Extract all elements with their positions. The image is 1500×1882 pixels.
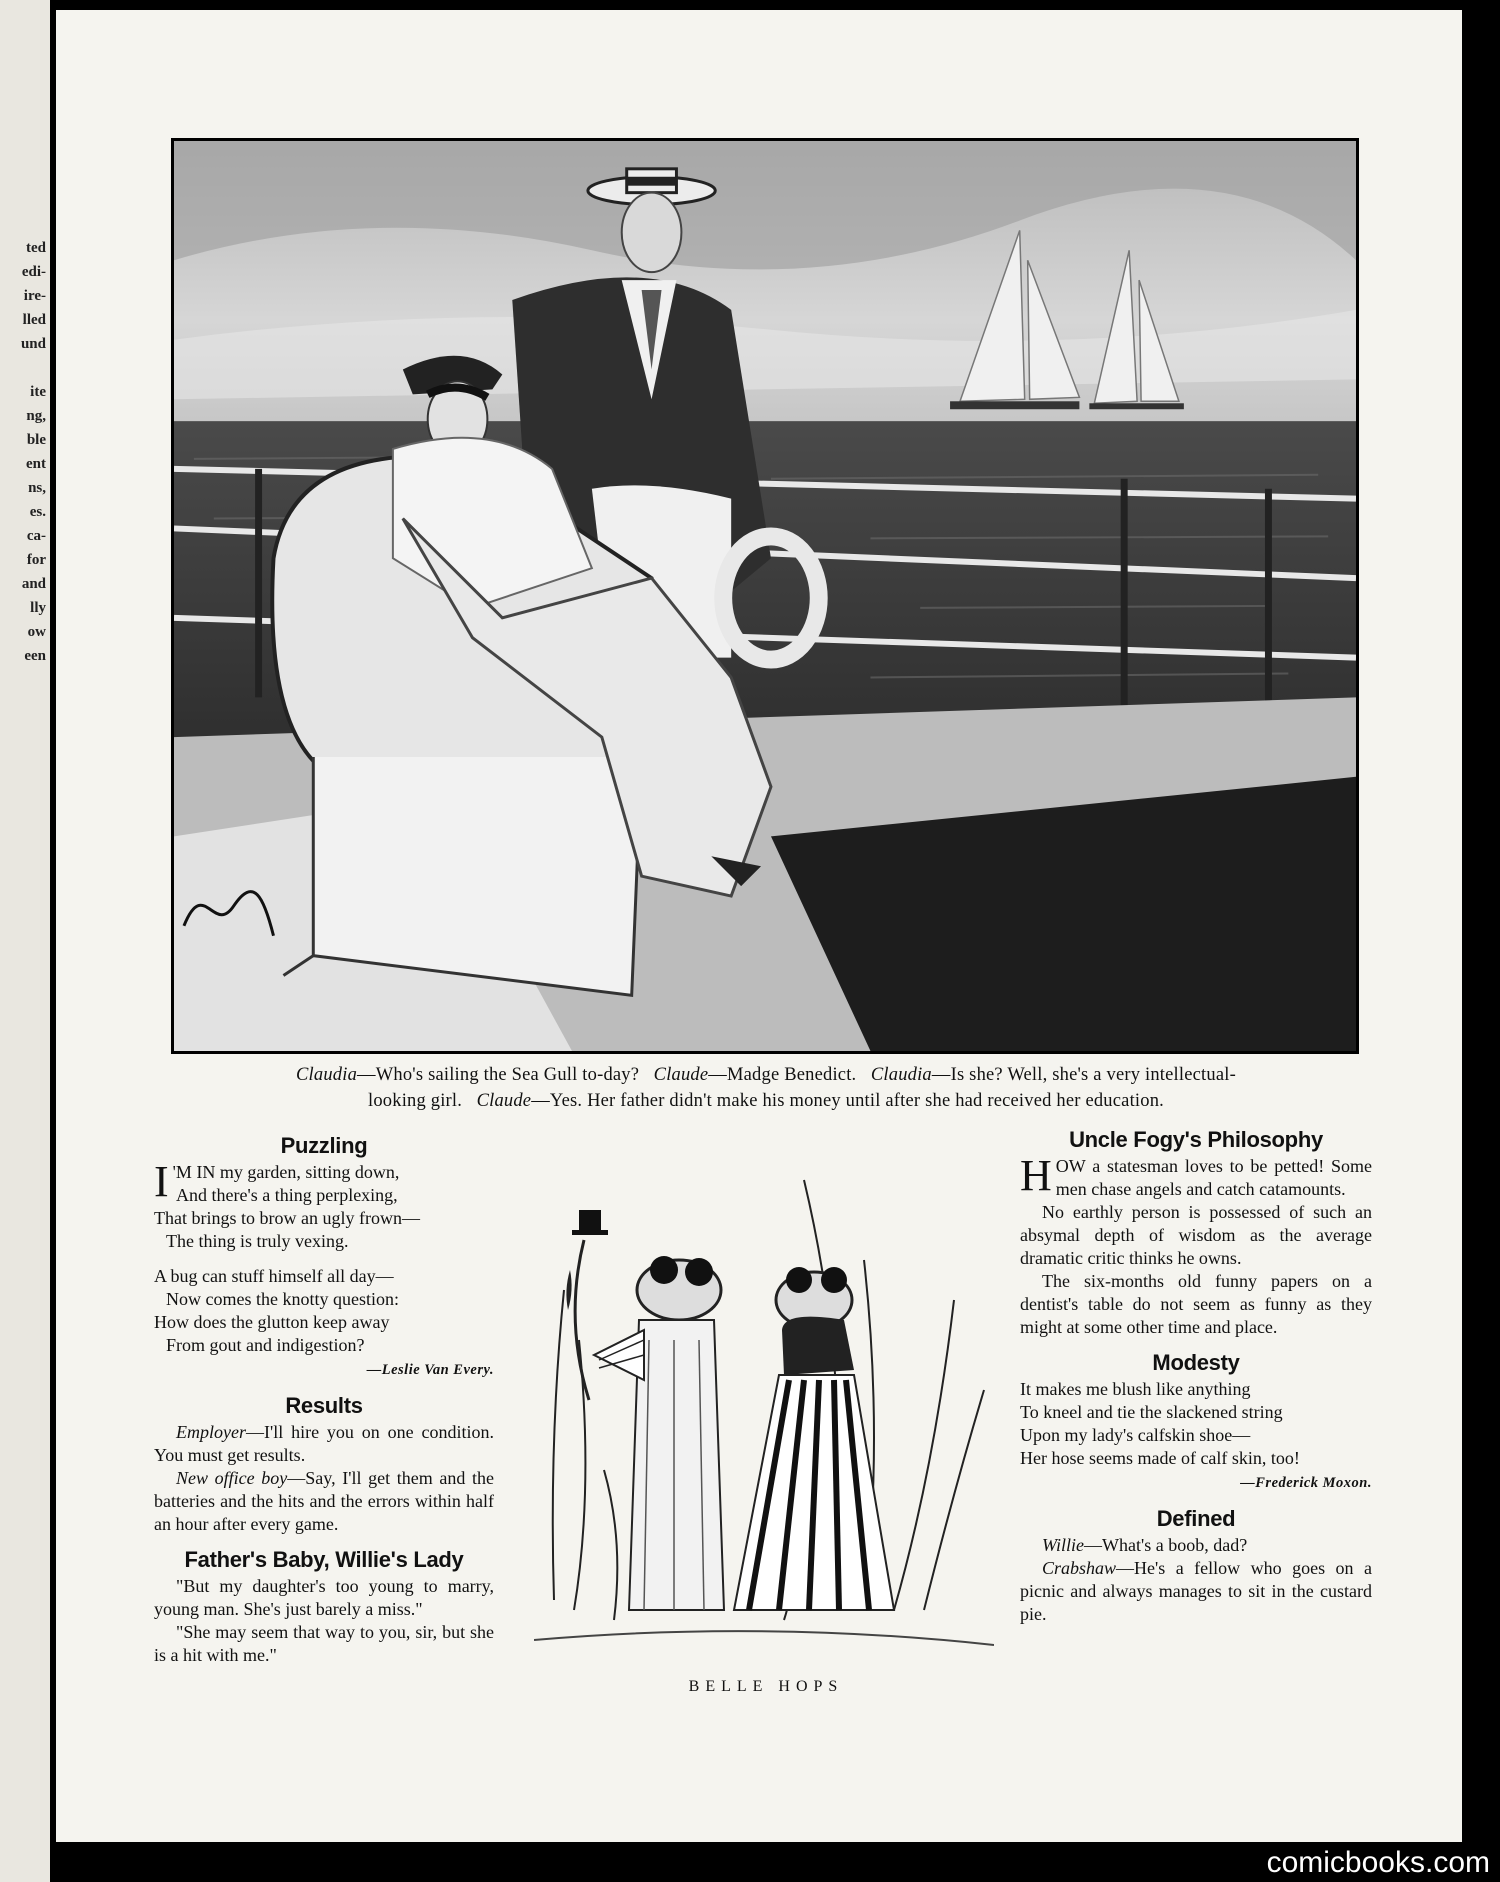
poem-line: Her hose seems made of calf skin, too!: [1020, 1448, 1300, 1468]
caption-text: —Who's sailing the Sea Gull to-day?: [357, 1065, 640, 1085]
facing-page-fragment: ca-: [26, 528, 46, 544]
caption-text: —Madge Benedict.: [708, 1065, 857, 1085]
modesty-author: —Frederick Moxon.: [1240, 1475, 1372, 1491]
facing-page-fragment: ble: [26, 432, 46, 448]
poem-line: Now comes the knotty question:: [166, 1289, 399, 1309]
caption-speaker: Claude: [476, 1091, 532, 1111]
caption-speaker: Claude: [653, 1065, 709, 1085]
speaker-label: Crabshaw: [1042, 1558, 1117, 1578]
illustration-caption: [196, 1062, 1336, 1114]
facing-page-text-fragments: [0, 236, 46, 668]
right-column: [1020, 1128, 1372, 1626]
caption-speaker: Claudia: [296, 1065, 358, 1085]
facing-page-fragment: ow: [27, 624, 46, 640]
fathers-baby-para-1: "But my daughter's too young to marry, young man. She's just barely a miss.": [154, 1576, 494, 1619]
poem-line: It makes me blush like anything: [1020, 1379, 1251, 1399]
uncle-fogy-para-1: OW a statesman loves to be petted! Some men chase angels and catch catamounts.: [1055, 1156, 1372, 1199]
caption-line-2: [196, 1088, 1336, 1114]
facing-page-fragment: ng,: [26, 408, 46, 424]
dialogue-text: —He's a fellow who goes on a picnic and always manages to sit in the custard pie.: [1020, 1558, 1372, 1624]
facing-page-fragment: und: [20, 336, 46, 352]
puzzling-title: Puzzling: [280, 1133, 368, 1158]
speaker-label: New office boy: [176, 1468, 288, 1488]
caption-speaker: Claudia: [870, 1065, 932, 1085]
facing-page-fragment: ite: [30, 384, 46, 400]
frogs-caption: BELLE HOPS: [688, 1678, 844, 1695]
puzzling-poem: [154, 1157, 494, 1382]
results-section: [154, 1394, 494, 1536]
facing-page-fragment: edi-: [21, 264, 46, 280]
uncle-fogy-para-3: The six-months old funny papers on a dentist's table do not seem as funny as they might at some other time and place.: [1020, 1271, 1372, 1337]
poem-line: To kneel and tie the slackened string: [1020, 1402, 1283, 1422]
deck-scene-image: [174, 141, 1356, 1051]
poem-line: A bug can stuff himself all day—: [154, 1266, 394, 1286]
facing-page-fragment: ns,: [28, 480, 46, 496]
caption-text: —Yes. Her father didn't make his money until after she had received her education.: [531, 1091, 1164, 1111]
facing-page-fragment: ted: [26, 240, 46, 256]
caption-text: —Is she? Well, she's a very intellectual-: [931, 1065, 1236, 1085]
facing-page-fragment: ent: [26, 456, 46, 472]
facing-page-edge: [0, 0, 50, 1882]
puzzling-author: —Leslie Van Every.: [366, 1362, 494, 1378]
poem-line: 'M IN my garden, sitting down,: [172, 1162, 400, 1182]
poem-line: And there's a thing perplexing,: [176, 1185, 398, 1205]
fathers-baby-section: [154, 1548, 494, 1667]
uncle-fogy-title: Uncle Fogy's Philosophy: [1069, 1127, 1323, 1152]
poem-line: Upon my lady's calfskin shoe—: [1020, 1425, 1251, 1445]
magazine-page: [56, 10, 1462, 1842]
poem-line: The thing is truly vexing.: [166, 1231, 349, 1251]
site-watermark: comicbooks.com: [1266, 1846, 1490, 1879]
drop-cap: I: [154, 1157, 169, 1206]
fathers-baby-para-2: "She may seem that way to you, sir, but she is a hit with me.": [154, 1622, 494, 1665]
uncle-fogy-para-2: No earthly person is possessed of such an absymal depth of wisdom as the average dramatic critic thinks he owns.: [1020, 1202, 1372, 1268]
modesty-title: Modesty: [1152, 1350, 1240, 1375]
poem-line: That brings to brow an ugly frown—: [154, 1208, 420, 1228]
deck-illustration: [171, 138, 1359, 1054]
left-column: [154, 1134, 494, 1667]
speaker-label: Willie: [1042, 1535, 1084, 1555]
results-title: Results: [285, 1393, 363, 1418]
facing-page-fragment: ire-: [23, 288, 46, 304]
facing-page-fragment: es.: [29, 504, 46, 520]
dialogue-text: —I'll hire you on one condition. You must get results.: [154, 1422, 494, 1465]
facing-page-fragment: [0, 356, 46, 380]
drop-cap: H: [1020, 1151, 1052, 1200]
poem-line: How does the glutton keep away: [154, 1312, 390, 1332]
modesty-section: [1020, 1351, 1372, 1495]
defined-section: [1020, 1507, 1372, 1626]
dialogue-text: —What's a boob, dad?: [1084, 1535, 1248, 1555]
facing-page-fragment: lly: [30, 600, 46, 616]
speaker-label: Employer: [176, 1422, 246, 1442]
facing-page-fragment: and: [21, 576, 46, 592]
defined-title: Defined: [1156, 1506, 1236, 1531]
dialogue-text: —Say, I'll get them and the batteries and the hits and the errors within half an hour after every game.: [154, 1468, 494, 1534]
belle-hops-drawing: [534, 1140, 994, 1670]
facing-page-fragment: lled: [22, 312, 46, 328]
facing-page-fragment: for: [26, 552, 46, 568]
fathers-baby-title: Father's Baby, Willie's Lady: [184, 1547, 464, 1572]
caption-text: looking girl.: [368, 1091, 463, 1111]
facing-page-fragment: een: [24, 648, 46, 664]
caption-line-1: [196, 1062, 1336, 1088]
poem-line: From gout and indigestion?: [166, 1335, 365, 1355]
frogs-illustration: [534, 1140, 994, 1670]
